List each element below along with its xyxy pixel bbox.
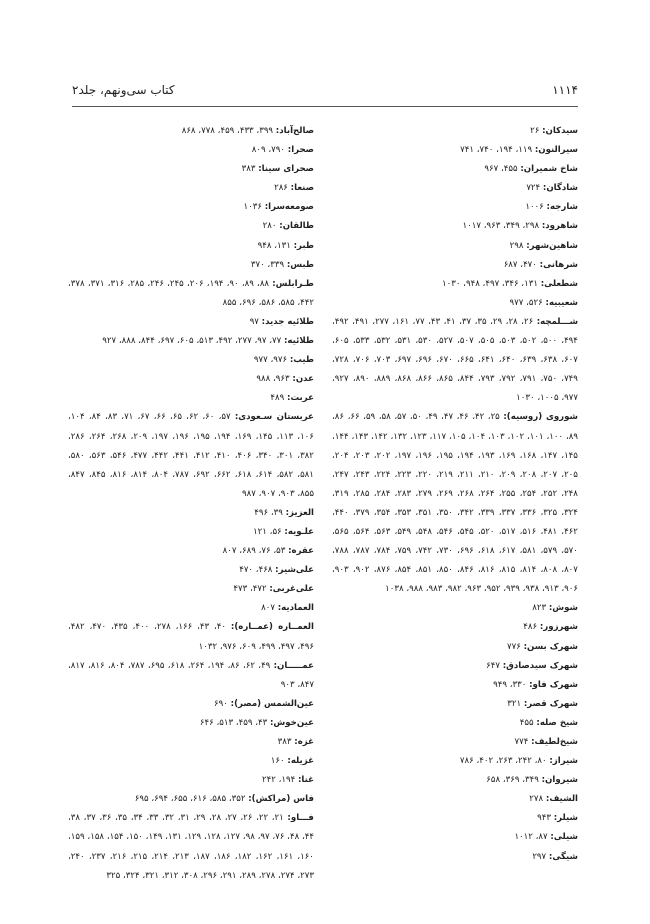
index-entry xyxy=(332,809,578,828)
entry-page-refs: ۵۷، ۶۰، ۶۲، ۶۵، ۶۶، ۶۷، ۷۱، ۸۳، ۸۴، ۱۰۴، ۱۰۶، ۱۱۳، ۱۴۵، ۱۶۹، ۱۹۴، ۱۹۵، ۱۹۶، ۱۹۷، ۲۰۹، ۲۶۸، ۲۶۴، ۲۸۶، ۳۸۲، ۳۰۱، ۳۴۰، ۴۰۶، ۴۱۰، ۴۱۲، ۴۴۱، ۴۴۲، ۴۷۷، ۵۴۶، ۵۶۳، ۵۸۰، ۵۸۱، ۵۸۲، ۶۱۴، ۶۱۸، ۶۶۲، ۶۹۲، ۷۸۷، ۸۰۴، ۸۱۴، ۸۱۶، ۸۴۵، ۸۴۷، ۸۵۵، ۹۰۳، ۹۰۷، ۹۸۷ xyxy=(68,412,314,499)
entry-page-refs: ۱۱۹، ۱۹۴، ۷۴۰، ۷۴۱ xyxy=(460,145,535,156)
entry-page-refs: ۶۴۷ xyxy=(486,660,503,671)
entry-page-refs: ۹۷ xyxy=(249,316,262,327)
entry-heading: شعیبیه: xyxy=(545,297,578,308)
entry-heading: شرهانی: xyxy=(539,259,578,270)
entry-page-refs: ۳۸۳ xyxy=(277,737,295,747)
index-entry xyxy=(68,504,314,523)
entry-heading: شهرک فاو: xyxy=(529,679,578,690)
index-entry xyxy=(332,752,578,771)
entry-page-refs: ۱۶۰ xyxy=(270,756,288,767)
index-entry xyxy=(68,714,314,733)
entry-heading: شیراز: xyxy=(549,756,578,767)
entry-heading: شاهین‌شهر: xyxy=(526,240,578,251)
index-entry xyxy=(68,790,314,809)
entry-page-refs: ۲۱، ۲۲، ۲۶، ۲۷، ۲۸، ۲۹، ۳۱، ۳۲، ۳۳، ۳۴، ۳۵، ۳۶، ۳۷، ۳۸، ۴۴، ۴۸، ۷۶، ۹۷، ۹۸، ۱۲۷، ۱۲۸، ۱۲۹، ۱۳۱، ۱۴۹، ۱۵۰، ۱۵۴، ۱۵۸، ۱۵۹، ۱۶۰، ۱۶۱، ۱۶۲، ۱۸۲، ۱۸۶، ۱۸۷، ۲۱۳، ۲۱۴، ۲۱۵، ۲۱۶، ۲۳۷، ۲۴۰، ۲۷۳، ۲۷۴، ۲۷۸، ۲۸۹، ۲۹۱، ۲۹۶، ۳۰۸، ۳۱۲، ۳۲۱، ۳۲۴، ۳۲۵ xyxy=(68,813,314,881)
entry-heading: صومعه‌سرا: xyxy=(264,202,314,213)
entry-heading: شطعلی: xyxy=(540,278,578,289)
entry-heading: عمـــــان: xyxy=(273,660,314,671)
entry-page-refs: ۴۸۶ xyxy=(523,622,540,633)
entry-page-refs: ۲۸۰ xyxy=(262,221,280,232)
index-entry xyxy=(68,351,314,370)
index-entry xyxy=(332,733,578,752)
entry-heading: طیب: xyxy=(289,355,314,366)
entry-heading: صنعا: xyxy=(290,183,314,194)
entry-page-refs: ۳۵۲، ۵۸۵، ۶۱۶، ۶۵۵، ۶۹۴، ۶۹۵ xyxy=(134,794,249,805)
entry-heading: شوش: xyxy=(548,603,578,614)
entry-page-refs: ۸۰۷ xyxy=(261,603,278,614)
entry-heading: شیگی: xyxy=(548,851,578,862)
entry-page-refs: ۲۶، ۲۸، ۲۹، ۳۵، ۳۷، ۴۱، ۴۳، ۷۷، ۱۶۱، ۲۷۷، ۴۹۱، ۴۹۲، ۴۹۴، ۵۰۰، ۵۰۲، ۵۰۳، ۵۰۵، ۵۰۷، ۵۲۷، ۵۳۰، ۵۳۱، ۵۳۲، ۵۳۳، ۶۰۵، ۶۰۷، ۶۳۸، ۶۳۹، ۶۴۰، ۶۴۱، ۶۶۵، ۶۷۰، ۶۹۶، ۶۹۷، ۷۰۳، ۷۰۶، ۷۲۸، ۷۴۹، ۷۵۰، ۷۹۱، ۷۹۲، ۷۹۳، ۸۴۴، ۸۶۵، ۸۶۶، ۸۶۸، ۸۸۹، ۸۹۰، ۹۲۷، ۹۷۷، ۱۰۰۵، ۱۰۳۰ xyxy=(332,316,578,404)
index-entry xyxy=(332,408,578,599)
entry-heading: علـویه: xyxy=(284,526,314,537)
entry-heading: شهرک سیدصادق: xyxy=(502,660,578,671)
index-entry xyxy=(68,695,314,714)
index-entry xyxy=(68,561,314,580)
entry-heading: عربت: xyxy=(287,393,314,404)
index-entry xyxy=(332,141,578,160)
entry-page-refs: ۵۲۶، ۹۷۷ xyxy=(509,297,546,308)
entry-page-refs: ۲۷۸ xyxy=(529,794,546,805)
entry-page-refs: ۲۸۶ xyxy=(274,183,291,194)
entry-page-refs: ۲۹۷ xyxy=(532,851,549,862)
index-entry xyxy=(332,695,578,714)
entry-heading: طلائیه: xyxy=(283,336,314,347)
index-column-right xyxy=(332,122,578,867)
entry-heading: عدن: xyxy=(292,374,314,385)
page-header xyxy=(72,78,578,107)
entry-page-refs: ۲۹۸ xyxy=(509,240,527,251)
entry-heading: شوروی (روسیه): xyxy=(503,412,578,423)
entry-heading: شارجه: xyxy=(546,202,578,213)
index-entry xyxy=(68,313,314,332)
entry-page-refs: ۵۶، ۱۲۱ xyxy=(253,526,285,537)
entry-heading: العمــاره (عمــاره): xyxy=(230,622,314,633)
index-entry xyxy=(332,256,578,275)
index-entry xyxy=(68,523,314,542)
entry-page-refs: ۱۹۴، ۲۴۲ xyxy=(261,775,298,786)
entry-heading: الشیف: xyxy=(545,794,578,805)
entry-heading: شهرک قصر: xyxy=(523,698,578,709)
entry-heading: العمادیه: xyxy=(277,603,314,614)
index-entry xyxy=(332,313,578,408)
index-entry xyxy=(68,580,314,599)
index-entry xyxy=(332,848,578,867)
index-entry xyxy=(68,733,314,752)
entry-page-refs: ۴۶۸، ۴۷۰ xyxy=(239,565,276,576)
index-entry xyxy=(332,657,578,676)
entry-page-refs: ۴۵۵، ۹۶۷ xyxy=(484,164,521,175)
entry-heading: العزیز: xyxy=(285,507,314,518)
entry-heading: عین‌خوش: xyxy=(270,717,314,728)
entry-heading: علی‌غربی: xyxy=(269,584,314,595)
entry-heading: غزه: xyxy=(294,737,314,747)
entry-page-refs: ۴۰، ۴۳، ۱۶۶، ۲۷۸، ۴۰۰، ۴۳۵، ۴۷۰، ۴۸۲، ۴۹۶، ۴۹۷، ۴۹۹، ۶۰۹، ۹۷۶، ۱۰۳۲ xyxy=(68,622,314,652)
index-entry xyxy=(68,542,314,561)
entry-page-refs: ۱۰۰۶ xyxy=(525,202,547,213)
index-entry xyxy=(68,275,314,313)
index-column-left xyxy=(68,122,314,886)
index-entry xyxy=(332,828,578,847)
entry-page-refs: ۴۷۰، ۶۸۷ xyxy=(503,259,540,270)
entry-heading: شیروان: xyxy=(541,775,578,786)
index-entry xyxy=(332,790,578,809)
index-entry xyxy=(68,771,314,790)
index-entry xyxy=(332,714,578,733)
index-entry xyxy=(332,122,578,141)
entry-heading: شهرزور: xyxy=(539,622,578,633)
entry-heading: شیخ صله: xyxy=(536,717,578,728)
entry-page-refs: ۹۶۳، ۹۸۸ xyxy=(256,374,293,385)
index-entry xyxy=(332,217,578,236)
entry-heading: شهرک بسن: xyxy=(523,641,578,652)
index-entry xyxy=(68,809,314,885)
entry-heading: سیرالنون: xyxy=(534,145,578,156)
index-entry xyxy=(68,657,314,695)
entry-page-refs: ۶۹۰ xyxy=(214,698,231,709)
entry-heading: شیلی: xyxy=(550,832,578,843)
index-entry xyxy=(332,294,578,313)
entry-heading: عین‌الشمس (مصر): xyxy=(230,698,314,709)
entry-page-refs: ۳۳۰، ۹۴۹ xyxy=(493,679,530,690)
entry-heading: شاخ شمیران: xyxy=(520,164,578,175)
page-number: ۱۱۱۴ xyxy=(552,83,578,97)
index-entry xyxy=(332,179,578,198)
entry-page-refs: ۸۲۳ xyxy=(532,603,549,614)
entry-heading: علی‌شیر: xyxy=(275,565,314,576)
index-entry xyxy=(332,599,578,618)
entry-heading: سیدکان: xyxy=(542,126,578,136)
index-entry xyxy=(332,275,578,294)
index-entry xyxy=(68,752,314,771)
index-entry xyxy=(332,237,578,256)
index-entry xyxy=(68,217,314,236)
entry-page-refs: ۴۸۹ xyxy=(270,393,288,404)
entry-page-refs: ۱۳۱، ۹۴۸ xyxy=(257,240,294,251)
entry-page-refs: ۳۴۹، ۳۶۹، ۶۵۸ xyxy=(486,775,542,786)
entry-page-refs: ۳۹۹، ۴۳۳، ۴۵۹، ۷۷۸، ۸۶۸ xyxy=(181,126,276,136)
entry-page-refs: ۸۰، ۲۴۲، ۲۶۳، ۴۰۲، ۷۸۶ xyxy=(459,756,550,767)
index-entry xyxy=(332,771,578,790)
entry-page-refs: ۸۷، ۱۰۱۲ xyxy=(514,832,551,843)
entry-page-refs: ۲۹۸، ۳۴۹، ۹۶۳، ۱۰۱۷ xyxy=(462,221,542,232)
index-entry xyxy=(332,160,578,179)
index-entry xyxy=(68,332,314,351)
index-entry xyxy=(332,618,578,637)
index-entry xyxy=(68,389,314,408)
index-entry xyxy=(68,370,314,389)
entry-page-refs: ۳۸۳ xyxy=(241,164,259,175)
entry-page-refs: ۳۳۹، ۳۷۰ xyxy=(250,259,287,270)
entry-heading: طـرابلس: xyxy=(272,278,314,289)
entry-page-refs: ۲۶ xyxy=(530,126,543,136)
entry-heading: عقره: xyxy=(288,546,314,557)
entry-heading: شاهرود: xyxy=(541,221,578,232)
entry-heading: طلائیه جدید: xyxy=(261,316,314,327)
entry-page-refs: ۵۳، ۷۶، ۶۸۹، ۸۰۷ xyxy=(222,546,289,557)
index-entry xyxy=(332,198,578,217)
book-title: کتاب سی‌ونهم، جلد۲ xyxy=(72,83,175,97)
entry-heading: طالقان: xyxy=(279,221,314,232)
index-entry xyxy=(68,599,314,618)
entry-heading: فاس (مراکش): xyxy=(248,794,314,805)
index-entry xyxy=(68,141,314,160)
index-entry xyxy=(68,122,314,141)
entry-page-refs: ۳۲۱ xyxy=(507,698,524,709)
entry-heading: عربستان سـعودی: xyxy=(234,412,314,423)
entry-heading: صالح‌آباد: xyxy=(275,126,314,136)
entry-heading: غزیله: xyxy=(287,756,314,767)
index-entry xyxy=(68,256,314,275)
entry-heading: شیلر: xyxy=(553,813,578,824)
entry-heading: طبس: xyxy=(286,259,314,270)
entry-heading: طبر: xyxy=(293,240,314,251)
entry-page-refs: ۹۷۶، ۹۷۷ xyxy=(253,355,290,366)
entry-page-refs: ۸۸، ۸۹، ۹۰، ۱۹۴، ۲۰۶، ۲۴۵، ۲۴۶، ۲۸۵، ۳۱۶، ۳۷۱، ۳۷۸، ۴۴۲، ۵۸۵، ۵۸۶، ۶۹۶، ۸۵۵ xyxy=(68,278,314,308)
index-entry xyxy=(332,638,578,657)
entry-heading: شـــلمچه: xyxy=(536,316,579,327)
index-entry xyxy=(68,160,314,179)
index-entry xyxy=(68,198,314,217)
entry-heading: شیخ‌لطیف: xyxy=(531,737,578,747)
index-entry xyxy=(68,408,314,503)
entry-page-refs: ۷۷، ۹۷، ۲۷۷، ۴۹۲، ۵۱۳، ۶۰۵، ۶۹۷، ۸۴۴، ۸۸۸، ۹۲۷ xyxy=(102,336,284,347)
entry-page-refs: ۲۵، ۴۲، ۴۶، ۴۷، ۴۹، ۵۰، ۵۷، ۵۸، ۵۹، ۶۶، ۸۶، ۸۹، ۱۰۰، ۱۰۱، ۱۰۲، ۱۰۳، ۱۰۴، ۱۰۵، ۱۱۷، ۱۲۳، ۱۳۲، ۱۴۲، ۱۴۳، ۱۴۴، ۱۴۵، ۱۴۷، ۱۶۸، ۱۶۹، ۱۹۳، ۱۹۴، ۱۹۵، ۱۹۶، ۱۹۷، ۲۰۲، ۲۰۳، ۲۰۴، ۲۰۵، ۲۰۷، ۲۰۸، ۲۰۹، ۲۱۰، ۲۱۱، ۲۱۹، ۲۲۰، ۲۲۳، ۲۲۴، ۲۴۳، ۲۴۷، ۲۴۸، ۲۵۲، ۲۵۴، ۲۵۵، ۲۶۴، ۲۶۸، ۲۶۹، ۲۷۹، ۲۸۳، ۲۸۴، ۲۸۵، ۳۱۹، ۳۲۴، ۳۲۵، ۳۳۶، ۳۳۷، ۳۳۹، ۳۴۲، ۳۵۰، ۳۵۱، ۳۵۳، ۳۵۴، ۳۷۹، ۴۴۰، ۴۶۲، ۴۸۱، ۵۱۶، ۵۱۷، ۵۲۰، ۵۴۵، ۵۴۶، ۵۴۸، ۵۴۹، ۵۶۳، ۵۶۴، ۵۶۵، ۵۷۰، ۵۷۹، ۵۸۱، ۶۱۷، ۶۱۸، ۶۹۶، ۷۳۰، ۷۴۲، ۷۵۹، ۷۸۴، ۷۸۷، ۷۸۸، ۸۰۷، ۸۰۸، ۸۱۴، ۸۱۵، ۸۱۶، ۸۴۶، ۸۵۰، ۸۵۱، ۸۵۴، ۸۷۶، ۹۰۲، ۹۰۳، ۹۰۶، ۹۱۳، ۹۳۸، ۹۳۹، ۹۵۲، ۹۶۳، ۹۸۲، ۹۸۳، ۹۸۸، ۱۰۳۸ xyxy=(332,412,579,595)
entry-heading: شادگان: xyxy=(542,183,578,194)
entry-page-refs: ۴۹، ۶۲، ۸۶، ۱۹۴، ۲۶۴، ۶۱۸، ۶۹۵، ۷۸۷، ۸۰۴، ۸۱۶، ۸۱۷، ۸۴۷، ۹۰۳ xyxy=(68,660,314,690)
entry-heading: فـــاو: xyxy=(287,813,314,824)
entry-page-refs: ۷۷۴ xyxy=(514,737,532,747)
entry-heading: غنا: xyxy=(297,775,314,786)
entry-page-refs: ۷۲۴ xyxy=(526,183,543,194)
entry-page-refs: ۷۹۰، ۸۰۹ xyxy=(251,145,288,156)
index-entry xyxy=(68,618,314,656)
index-entry xyxy=(68,179,314,198)
entry-page-refs: ۳۹، ۴۹۶ xyxy=(254,507,286,518)
index-entry xyxy=(332,676,578,695)
entry-page-refs: ۴۳، ۴۵۹، ۵۱۳، ۶۴۶ xyxy=(199,717,270,728)
entry-page-refs: ۱۳۱، ۳۴۶، ۴۹۷، ۹۴۸، ۱۰۳۰ xyxy=(441,278,541,289)
entry-heading: صحرا: xyxy=(287,145,314,156)
entry-page-refs: ۹۴۳ xyxy=(537,813,554,824)
entry-page-refs: ۱۰۳۶ xyxy=(243,202,265,213)
entry-page-refs: ۴۷۲، ۴۷۳ xyxy=(233,584,270,595)
entry-page-refs: ۷۷۶ xyxy=(507,641,524,652)
index-entry xyxy=(68,237,314,256)
entry-heading: صحرای سینا: xyxy=(258,164,314,175)
entry-page-refs: ۴۵۵ xyxy=(519,717,537,728)
